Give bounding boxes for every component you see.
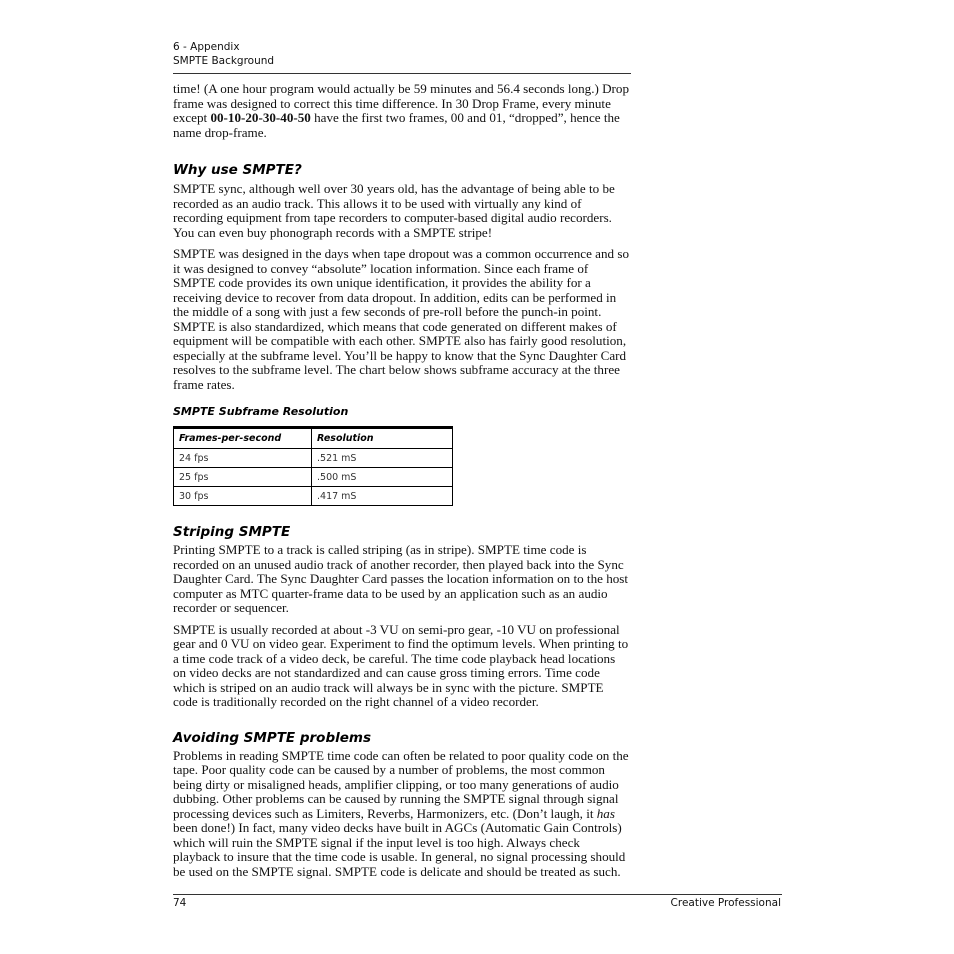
table-header-row [174, 428, 453, 449]
header-section: SMPTE Background [173, 55, 275, 67]
avoiding-text-2: been done!) In fact, many video decks have built in AGCs (Automatic Gain Controls) which will ruin the SMPTE signal if the input level is too high. Always check playback to insure that the time code is usable. In general, no signal processing should be used on the SMPTE signal. SMPTE code is delicate and should be treated as such. [173, 820, 626, 879]
heading-striping-smpte: Striping SMPTE [173, 524, 291, 540]
cell-fps: 30 fps [174, 487, 312, 506]
table-row [174, 468, 453, 487]
heading-why-use-smpte: Why use SMPTE? [173, 162, 302, 178]
page-number: 74 [173, 897, 187, 909]
avoiding-italic-has: has [596, 805, 615, 821]
header-chapter: 6 - Appendix [173, 41, 240, 53]
header-rule [173, 73, 631, 74]
cell-fps: 24 fps [174, 449, 312, 468]
col-header-resolution: Resolution [312, 428, 453, 449]
heading-avoiding-smpte-problems: Avoiding SMPTE problems [173, 729, 372, 746]
why-paragraph-1: SMPTE sync, although well over 30 years old, has the advantage of being able to be recorded as an audio track. This allows it to be used with virtually any kind of recording equipment from tape recorders to computer-based digital audio recorders. You can even buy phonograph records with a SMPTE stripe! [173, 181, 615, 240]
why-paragraph-2: SMPTE was designed in the days when tape dropout was a common occurrence and so it was designed to convey “absolute” location information. Since each frame of SMPTE code provides its own unique identification, it provides the ability for a receiving device to recover from data dropout. In addition, edits can be performed in the middle of a song with just a few seconds of pre-roll before the punch-in point. SMPTE is also standardized, which means that code generated on different makes of equipment will be compatible with each other. SMPTE also has fairly good resolution, especially at the subframe level. You’ll be happy to know that the Sync Daughter Card resolves to the subframe level. The chart below shows subframe accuracy at the three frame rates. [173, 246, 629, 392]
table-heading: SMPTE Subframe Resolution [173, 405, 349, 418]
intro-bold-minutes: 00-10-20-30-40-50 [210, 110, 311, 125]
page-body [173, 82, 629, 879]
cell-fps: 25 fps [174, 468, 312, 487]
avoiding-text-1: Problems in reading SMPTE time code can often be related to poor quality code on the tape. Poor quality code can be caused by a number of problems, the most common being dirty or misaligned heads, amplifier clipping, or too many generations of audio dubbing. Other problems can be caused by running the SMPTE signal through signal processing devices such as Limiters, Reverbs, Harmonizers, etc. (Don’t laugh, it [173, 747, 629, 821]
intro-paragraph [173, 82, 629, 140]
table-row [174, 487, 453, 506]
footer-rule [173, 894, 782, 895]
cell-resolution: .521 mS [312, 449, 453, 468]
table-row [174, 449, 453, 468]
footer-title: Creative Professional [670, 897, 781, 909]
striping-paragraph-1: Printing SMPTE to a track is called striping (as in stripe). SMPTE time code is recorded on an unused audio track of another recorder, then played back into the Sync Daughter Card. The Sync Daughter Card passes the location information on to the host computer as MTC quarter-frame data to be used by an application such as an audio recorder or sequencer. [173, 542, 629, 615]
avoiding-paragraph [173, 749, 629, 880]
striping-paragraph-2: SMPTE is usually recorded at about -3 VU on semi-pro gear, -10 VU on professional gear and 0 VU on video gear. Experiment to find the optimum levels. When printing to a time code track of a video deck, be careful. The time code playback head locations on video decks are not standardized and can cause gross timing errors. Time code which is striped on an audio track will always be in sync with the picture. SMPTE code is traditionally recorded on the right channel of a video recorder. [173, 621, 629, 709]
intro-text-1: time! (A one hour program would actually be 59 minutes and 56.4 seconds long.) Drop frame was designed to correct this time difference. In 30 Drop Frame, every minute except [173, 81, 630, 125]
cell-resolution: .417 mS [312, 487, 453, 506]
subframe-resolution-table [173, 426, 453, 506]
col-header-fps: Frames-per-second [174, 428, 312, 449]
cell-resolution: .500 mS [312, 468, 453, 487]
running-header [173, 40, 274, 68]
intro-text-2: have the first two frames, 00 and 01, “dropped”, hence the name drop-frame. [173, 110, 620, 140]
